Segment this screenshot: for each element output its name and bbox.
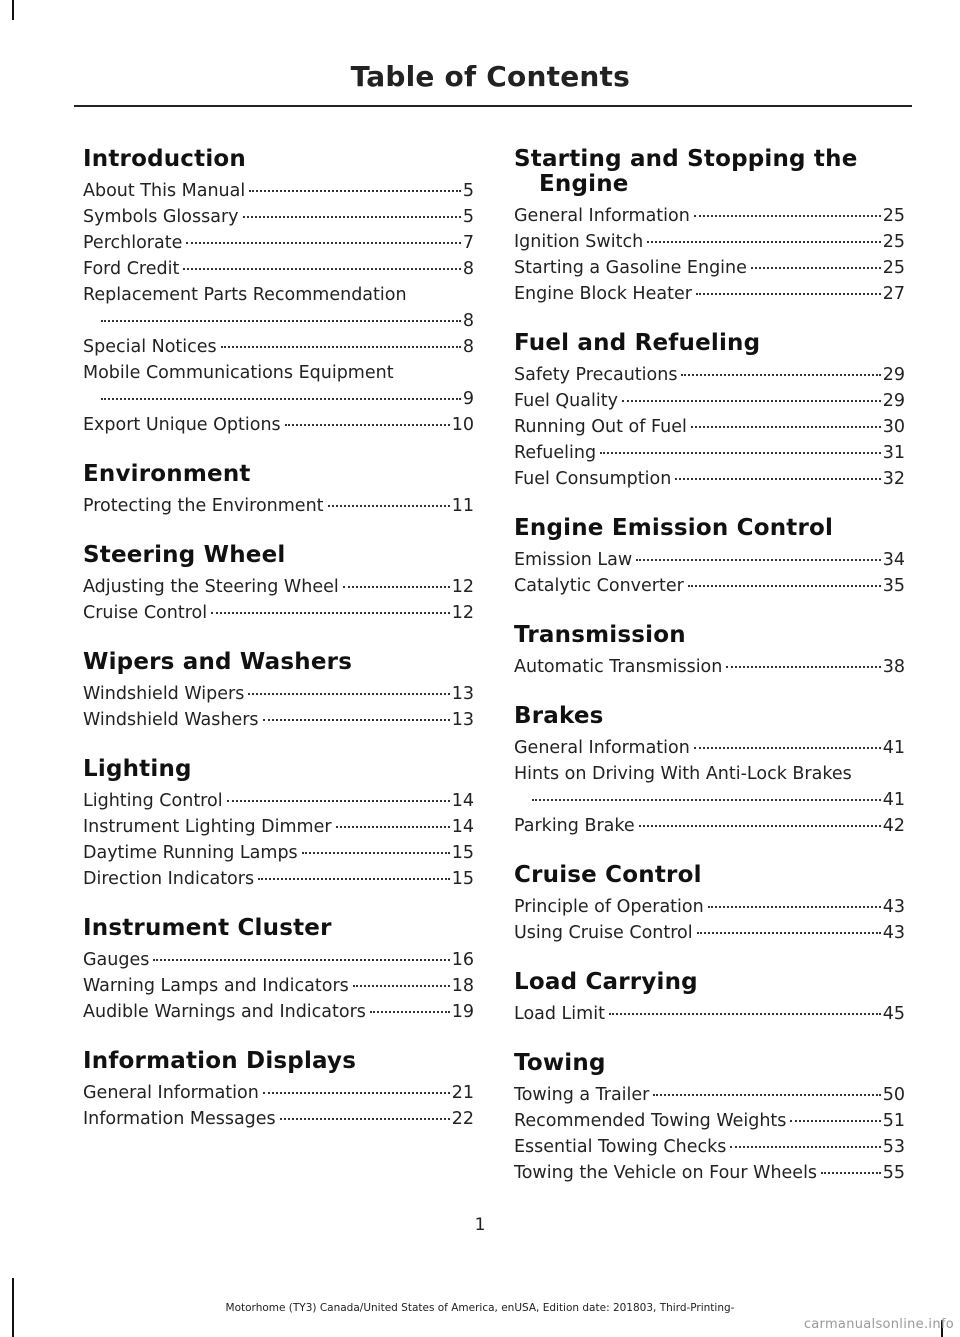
toc-entry-label: Ford Credit xyxy=(83,259,180,279)
toc-entry-label: Special Notices xyxy=(83,337,217,357)
toc-entry-page: 27 xyxy=(882,284,905,304)
dot-leader xyxy=(600,452,881,454)
dot-leader xyxy=(101,398,461,400)
page-number: 1 xyxy=(474,1215,486,1235)
toc-entry-label: Running Out of Fuel xyxy=(514,417,687,437)
toc-entry[interactable] xyxy=(83,814,474,840)
toc-entry-label: Perchlorate xyxy=(83,233,183,253)
toc-entry-page: 43 xyxy=(882,897,905,917)
toc-entry[interactable] xyxy=(83,334,474,360)
toc-entry-page: 53 xyxy=(882,1137,905,1157)
toc-section xyxy=(83,650,474,733)
section-heading[interactable]: Introduction xyxy=(83,146,246,172)
toc-entry-label: Automatic Transmission xyxy=(514,657,723,677)
dot-leader xyxy=(675,478,880,480)
toc-entry-page: 38 xyxy=(882,657,905,677)
toc-entry[interactable] xyxy=(83,840,474,866)
toc-entry-label: Parking Brake xyxy=(514,816,635,836)
toc-entry-page: 35 xyxy=(882,576,905,596)
toc-entry[interactable] xyxy=(83,999,474,1025)
toc-section xyxy=(83,1049,474,1132)
section-heading[interactable]: Wipers and Washers xyxy=(83,649,353,675)
toc-section xyxy=(514,147,905,307)
toc-entry[interactable] xyxy=(83,947,474,973)
toc-entry[interactable] xyxy=(83,973,474,999)
dot-leader xyxy=(263,719,450,721)
toc-entry[interactable] xyxy=(514,761,905,813)
toc-entry[interactable] xyxy=(83,681,474,707)
toc-entry[interactable] xyxy=(514,203,905,229)
toc-entry-page: 50 xyxy=(882,1085,905,1105)
section-heading[interactable]: Steering Wheel xyxy=(83,542,286,568)
toc-entry[interactable] xyxy=(83,412,474,438)
toc-entry-page: 13 xyxy=(451,710,474,730)
toc-entry-page: 22 xyxy=(451,1109,474,1129)
toc-entry-page: 55 xyxy=(882,1163,905,1183)
toc-section xyxy=(514,1051,905,1186)
dot-leader xyxy=(696,293,881,295)
toc-section xyxy=(514,331,905,492)
dot-leader xyxy=(532,799,881,801)
page-title: Table of Contents xyxy=(350,60,630,93)
dot-leader xyxy=(280,1118,450,1120)
toc-entry[interactable] xyxy=(514,573,905,599)
dot-leader xyxy=(639,825,881,827)
toc-entry-page: 45 xyxy=(882,1004,905,1024)
toc-entry[interactable] xyxy=(83,360,474,412)
toc-entry-page: 14 xyxy=(451,817,474,837)
toc-entry-page: 30 xyxy=(882,417,905,437)
toc-entry-page: 12 xyxy=(451,603,474,623)
dot-leader xyxy=(653,1094,880,1096)
toc-entry-label: Load Limit xyxy=(514,1004,605,1024)
toc-entry-page: 15 xyxy=(451,869,474,889)
toc-entry[interactable] xyxy=(514,229,905,255)
dot-leader xyxy=(694,215,881,217)
toc-entry[interactable] xyxy=(514,255,905,281)
toc-entry-page: 9 xyxy=(462,389,474,409)
toc-entry-page: 12 xyxy=(451,577,474,597)
toc-section xyxy=(83,916,474,1025)
dot-leader xyxy=(691,426,881,428)
toc-entry-label: General Information xyxy=(514,206,690,226)
toc-entry-leader-line xyxy=(83,386,474,412)
toc-entry-page: 8 xyxy=(462,311,474,331)
toc-entry-label: Windshield Washers xyxy=(83,710,259,730)
toc-entry-page: 29 xyxy=(882,391,905,411)
dot-leader xyxy=(183,268,461,270)
toc-section xyxy=(514,623,905,680)
dot-leader xyxy=(227,800,450,802)
toc-entry[interactable] xyxy=(83,493,474,519)
dot-leader xyxy=(211,612,450,614)
toc-entry-page: 29 xyxy=(882,365,905,385)
toc-entry[interactable] xyxy=(83,788,474,814)
toc-entry-page: 14 xyxy=(451,791,474,811)
dot-leader xyxy=(609,1013,881,1015)
toc-entry[interactable] xyxy=(83,256,474,282)
toc-entry-page: 16 xyxy=(451,950,474,970)
toc-entry-label: Recommended Towing Weights xyxy=(514,1111,787,1131)
toc-right-column xyxy=(514,147,905,1210)
section-heading[interactable]: Starting and Stopping the Engine xyxy=(514,146,858,197)
toc-entry-page: 21 xyxy=(451,1083,474,1103)
dot-leader xyxy=(790,1120,880,1122)
toc-entry[interactable] xyxy=(514,281,905,307)
dot-leader xyxy=(302,852,450,854)
toc-entry[interactable] xyxy=(514,894,905,920)
toc-entry-label: Adjusting the Steering Wheel xyxy=(83,577,339,597)
dot-leader xyxy=(370,1011,450,1013)
toc-entry-page: 25 xyxy=(882,232,905,252)
toc-entry-page: 8 xyxy=(462,259,474,279)
dot-leader xyxy=(708,906,881,908)
toc-entry-label: Emission Law xyxy=(514,550,633,570)
dot-leader xyxy=(343,586,450,588)
toc-entry-page: 41 xyxy=(882,738,905,758)
toc-entry[interactable] xyxy=(514,1082,905,1108)
toc-entry-label: Symbols Glossary xyxy=(83,207,239,227)
toc-entry-label: Fuel Quality xyxy=(514,391,618,411)
toc-entry-label: Warning Lamps and Indicators xyxy=(83,976,349,996)
toc-entry[interactable] xyxy=(514,466,905,492)
dot-leader xyxy=(285,424,450,426)
dot-leader xyxy=(353,985,450,987)
toc-entry-label: Hints on Driving With Anti-Lock Brakes xyxy=(514,764,852,784)
toc-entry[interactable] xyxy=(514,362,905,388)
toc-entry-page: 18 xyxy=(451,976,474,996)
toc-entry-label: Daytime Running Lamps xyxy=(83,843,298,863)
section-heading[interactable]: Information Displays xyxy=(83,1048,357,1074)
toc-left-column xyxy=(83,147,474,1156)
dot-leader xyxy=(328,505,450,507)
dot-leader xyxy=(647,241,881,243)
section-heading[interactable]: Brakes xyxy=(514,703,604,729)
toc-section xyxy=(83,757,474,892)
toc-entry[interactable] xyxy=(514,920,905,946)
toc-entry-label: Gauges xyxy=(83,950,150,970)
toc-entry-label: Essential Towing Checks xyxy=(514,1137,727,1157)
dot-leader xyxy=(336,826,450,828)
toc-entry[interactable] xyxy=(83,574,474,600)
toc-section xyxy=(514,516,905,599)
dot-leader xyxy=(681,374,880,376)
toc-entry[interactable] xyxy=(514,654,905,680)
toc-entry-label: Principle of Operation xyxy=(514,897,704,917)
toc-entry[interactable] xyxy=(514,735,905,761)
toc-entry[interactable] xyxy=(514,1160,905,1186)
dot-leader xyxy=(688,585,881,587)
toc-entry-label: Audible Warnings and Indicators xyxy=(83,1002,366,1022)
toc-entry[interactable] xyxy=(514,547,905,573)
toc-entry[interactable] xyxy=(514,1108,905,1134)
toc-entry[interactable] xyxy=(514,813,905,839)
toc-entry-page: 34 xyxy=(882,550,905,570)
toc-entry-page: 13 xyxy=(451,684,474,704)
toc-entry-label: Instrument Lighting Dimmer xyxy=(83,817,332,837)
toc-entry-label: Information Messages xyxy=(83,1109,276,1129)
toc-entry[interactable] xyxy=(514,1134,905,1160)
toc-entry-page: 51 xyxy=(882,1111,905,1131)
toc-entry-label: Protecting the Environment xyxy=(83,496,324,516)
toc-entry-page: 41 xyxy=(882,790,905,810)
toc-entry-label: Direction Indicators xyxy=(83,869,255,889)
crop-mark-top-left xyxy=(12,0,14,20)
section-heading[interactable]: Cruise Control xyxy=(514,862,702,888)
toc-entry-label: Engine Block Heater xyxy=(514,284,692,304)
toc-entry-page: 25 xyxy=(882,258,905,278)
toc-entry-page: 43 xyxy=(882,923,905,943)
toc-entry[interactable] xyxy=(83,707,474,733)
toc-entry[interactable] xyxy=(83,230,474,256)
dot-leader xyxy=(248,693,449,695)
dot-leader xyxy=(186,242,461,244)
dot-leader xyxy=(258,878,450,880)
toc-section xyxy=(83,543,474,626)
toc-entry-label: Towing a Trailer xyxy=(514,1085,650,1105)
toc-entry-label: Cruise Control xyxy=(83,603,208,623)
toc-entry-label: Safety Precautions xyxy=(514,365,678,385)
toc-section xyxy=(83,462,474,519)
toc-entry-label: Towing the Vehicle on Four Wheels xyxy=(514,1163,818,1183)
toc-entry-label: Ignition Switch xyxy=(514,232,644,252)
dot-leader xyxy=(694,747,881,749)
dot-leader xyxy=(697,932,881,934)
toc-entry-label: Mobile Communications Equipment xyxy=(83,363,394,383)
toc-entry-label: Lighting Control xyxy=(83,791,223,811)
section-heading[interactable]: Load Carrying xyxy=(514,969,698,995)
toc-entry-label: Refueling xyxy=(514,443,597,463)
dot-leader xyxy=(751,267,881,269)
toc-entry[interactable] xyxy=(514,388,905,414)
dot-leader xyxy=(153,959,449,961)
toc-entry[interactable] xyxy=(83,178,474,204)
dot-leader xyxy=(622,400,881,402)
dot-leader xyxy=(249,190,461,192)
toc-entry-label: Windshield Wipers xyxy=(83,684,245,704)
toc-entry-page: 5 xyxy=(462,181,474,201)
section-heading[interactable]: Lighting xyxy=(83,756,192,782)
toc-section xyxy=(514,970,905,1027)
toc-entry-page: 25 xyxy=(882,206,905,226)
toc-entry-label: General Information xyxy=(514,738,690,758)
header-rule xyxy=(74,105,912,107)
toc-entry-label: About This Manual xyxy=(83,181,246,201)
toc-entry-leader-line xyxy=(83,308,474,334)
toc-entry[interactable] xyxy=(514,1001,905,1027)
dot-leader xyxy=(636,559,881,561)
section-heading[interactable]: Environment xyxy=(83,461,251,487)
toc-entry-label: Fuel Consumption xyxy=(514,469,672,489)
section-heading[interactable]: Transmission xyxy=(514,622,686,648)
toc-entry-page: 15 xyxy=(451,843,474,863)
toc-section xyxy=(514,704,905,839)
dot-leader xyxy=(101,320,461,322)
toc-entry-page: 42 xyxy=(882,816,905,836)
toc-entry-page: 5 xyxy=(462,207,474,227)
dot-leader xyxy=(221,346,461,348)
toc-entry[interactable] xyxy=(83,1106,474,1132)
toc-entry-page: 11 xyxy=(451,496,474,516)
toc-entry-page: 8 xyxy=(462,337,474,357)
section-heading[interactable]: Fuel and Refueling xyxy=(514,330,761,356)
watermark: carmanualsonline.info xyxy=(803,1317,954,1332)
toc-entry-page: 32 xyxy=(882,469,905,489)
toc-entry[interactable] xyxy=(514,414,905,440)
toc-entry-page: 31 xyxy=(882,443,905,463)
dot-leader xyxy=(726,666,880,668)
toc-entry-label: General Information xyxy=(83,1083,259,1103)
dot-leader xyxy=(821,1172,881,1174)
toc-entry[interactable] xyxy=(83,1080,474,1106)
toc-entry-page: 7 xyxy=(462,233,474,253)
toc-entry-leader-line xyxy=(514,787,905,813)
toc-entry[interactable] xyxy=(83,282,474,334)
toc-entry-label: Replacement Parts Recommendation xyxy=(83,285,407,305)
toc-entry-label: Export Unique Options xyxy=(83,415,281,435)
toc-entry[interactable] xyxy=(83,866,474,892)
section-heading[interactable]: Towing xyxy=(514,1050,606,1076)
toc-section xyxy=(83,147,474,438)
toc-entry[interactable] xyxy=(83,204,474,230)
section-heading[interactable]: Engine Emission Control xyxy=(514,515,834,541)
footer-edition-text: Motorhome (TY3) Canada/United States of America, enUSA, Edition date: 201803, Third-Printing- xyxy=(225,1302,735,1314)
section-heading[interactable]: Instrument Cluster xyxy=(83,915,332,941)
toc-section xyxy=(514,863,905,946)
toc-entry-label: Starting a Gasoline Engine xyxy=(514,258,747,278)
dot-leader xyxy=(730,1146,880,1148)
toc-entry-label: Using Cruise Control xyxy=(514,923,693,943)
toc-entry[interactable] xyxy=(83,600,474,626)
toc-entry-page: 19 xyxy=(451,1002,474,1022)
dot-leader xyxy=(243,216,461,218)
toc-entry-page: 10 xyxy=(451,415,474,435)
toc-entry-label: Catalytic Converter xyxy=(514,576,684,596)
dot-leader xyxy=(263,1092,450,1094)
toc-entry[interactable] xyxy=(514,440,905,466)
